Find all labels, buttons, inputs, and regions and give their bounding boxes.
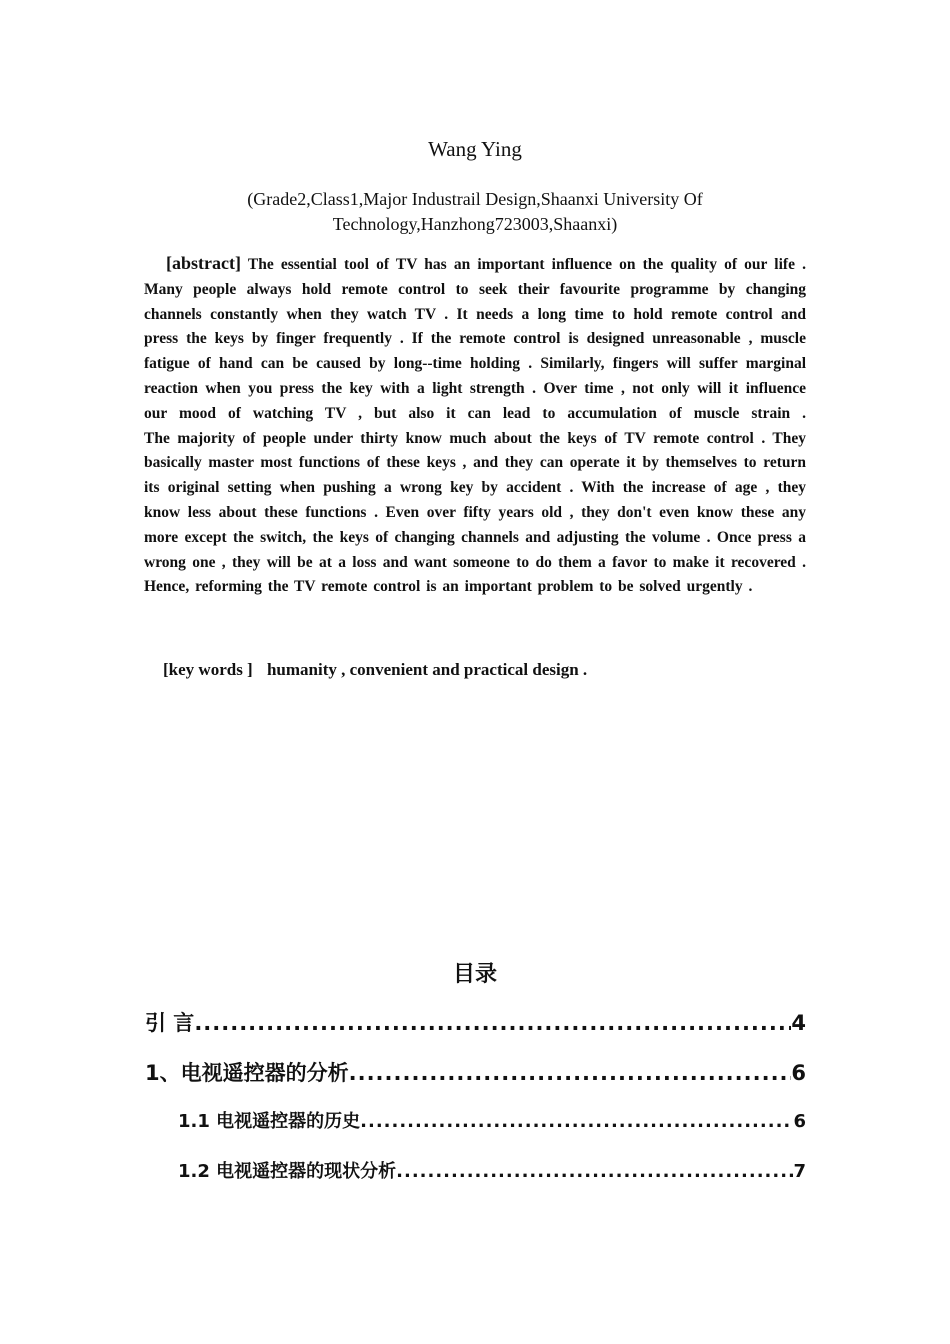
toc-entry-introduction[interactable] — [145, 1007, 806, 1037]
toc-page-number: 4 — [791, 1011, 806, 1035]
toc-entry-text: 引 言 — [145, 1011, 195, 1035]
keywords-text: humanity , convenient and practical design . — [266, 660, 588, 679]
toc-page-number: 7 — [793, 1161, 806, 1182]
abstract-paragraph — [144, 251, 924, 600]
toc-leader-dots — [349, 1061, 792, 1085]
abstract-text: The essential tool of TV has an important influence on the quality of our life . Many people always hold remote control to seek their favourite programme by changing channels constantly when they watch TV . It needs a long time to hold remote control and press the keys by finger frequently . If the remote control is designed unreasonable , muscle fatigue of hand can be caused by long--time holding . Similarly, fingers will suffer marginal reaction when you press the key with a light strength . Over time , not only will it influence our mood of watching TV , but also it can lead to accumulation of muscle strain . The majority of people under thirty know much about the keys of TV remote control . They basically master most functions of these keys , and they can operate it by themselves to return its original setting when pushing a wrong key by accident . With the increase of age , they know less about these functions . Even over fifty years old , they don't even know these any more except the switch, the keys of changing channels and adjusting the volume . Once press a wrong one , they will be at a loss and want someone to do them a favor to make it recovered . Hence, reforming the TV remote control is an important problem to be solved urgently . — [144, 256, 924, 596]
toc-leader-dots — [396, 1161, 793, 1182]
toc-entry-text: 1、电视遥控器的分析 — [145, 1061, 349, 1085]
toc-entry-text: 1.1 电视遥控器的历史 — [178, 1111, 361, 1132]
toc-leader-dots — [360, 1111, 793, 1132]
author-name: Wang Ying — [428, 137, 522, 161]
affiliation-line-1: (Grade2,Class1,Major Industrail Design,Shaanxi University Of — [247, 189, 703, 209]
keywords-label: [key words ] — [163, 660, 253, 679]
affiliation-line-2: Technology,Hanzhong723003,Shaanxi) — [332, 214, 618, 234]
toc-leader-dots — [194, 1011, 791, 1035]
toc-page-number: 6 — [791, 1061, 806, 1085]
toc-title: 目录 — [452, 962, 497, 987]
toc-entry-section-1-1[interactable] — [178, 1107, 806, 1133]
toc-entry-section-1-2[interactable] — [178, 1157, 806, 1183]
abstract-label: [abstract] — [166, 253, 241, 273]
toc-page-number: 6 — [793, 1111, 806, 1132]
author-affiliation — [0, 187, 950, 237]
keywords-line — [163, 660, 813, 680]
toc-entry-chapter-1[interactable] — [145, 1057, 806, 1087]
toc-entry-text: 1.2 电视遥控器的现状分析 — [178, 1161, 397, 1182]
